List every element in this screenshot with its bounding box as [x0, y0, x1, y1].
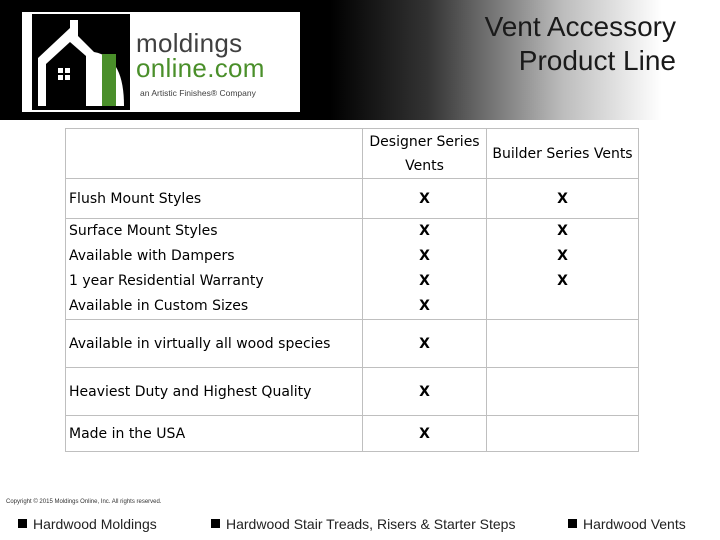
designer-mark: X [363, 320, 487, 368]
vent-comparison-table [65, 128, 639, 452]
logo-wordmark-suffix: .com [207, 53, 265, 83]
column-header-designer: Designer Series Vents [363, 129, 487, 179]
footer-link-stair-treads[interactable] [211, 516, 515, 532]
slide-title-line-1: Vent Accessory [484, 11, 676, 42]
feature-cell: Available in virtually all wood species [66, 320, 363, 368]
square-bullet-icon [18, 519, 27, 528]
footer-link-label: Hardwood Vents [583, 516, 686, 532]
logo-wordmark-bottom [136, 55, 265, 81]
mark-line [487, 294, 638, 319]
footer-link-hardwood-vents[interactable] [568, 516, 686, 532]
feature-cell: Made in the USA [66, 416, 363, 452]
mark-line: X [557, 273, 568, 289]
copyright-notice: Copyright © 2015 Moldings Online, Inc. All rights reserved. [6, 499, 162, 505]
builder-mark [487, 416, 639, 452]
builder-mark [487, 320, 639, 368]
table-row [66, 416, 639, 452]
builder-mark [487, 219, 639, 320]
table-row [66, 368, 639, 416]
logo-wordmark-top: moldings [136, 28, 243, 58]
logo-wordmark-accent: online [136, 53, 208, 83]
feature-line: Available in Custom Sizes [69, 298, 249, 314]
footer-link-label: Hardwood Moldings [33, 516, 157, 532]
table-row [66, 219, 639, 320]
designer-mark: X [363, 416, 487, 452]
designer-mark: X [363, 179, 487, 219]
header-cell-feature [66, 129, 363, 179]
mark-line: X [557, 248, 568, 264]
brand-logo [22, 12, 300, 112]
mark-line: X [557, 223, 568, 239]
feature-cell: Heaviest Duty and Highest Quality [66, 368, 363, 416]
feature-line: Available with Dampers [69, 248, 235, 264]
designer-mark [363, 219, 487, 320]
feature-line: 1 year Residential Warranty [69, 273, 264, 289]
builder-mark [487, 368, 639, 416]
footer-link-hardwood-moldings[interactable] [18, 516, 157, 532]
house-logo-icon [32, 14, 130, 110]
column-header-builder: Builder Series Vents [487, 129, 639, 179]
feature-cell [66, 219, 363, 320]
designer-mark: X [363, 368, 487, 416]
square-bullet-icon [211, 519, 220, 528]
slide-title [346, 10, 676, 78]
mark-line: X [419, 223, 430, 239]
footer-link-label: Hardwood Stair Treads, Risers & Starter Steps [226, 516, 516, 532]
mark-line: X [419, 298, 430, 314]
table-header-row [66, 129, 639, 179]
feature-line: Surface Mount Styles [69, 223, 218, 239]
table-row [66, 320, 639, 368]
builder-mark: X [487, 179, 639, 219]
table-row [66, 179, 639, 219]
logo-tagline: an Artistic Finishes® Company [140, 88, 256, 98]
mark-line: X [419, 248, 430, 264]
slide-title-line-2: Product Line [518, 45, 676, 76]
feature-cell: Flush Mount Styles [66, 179, 363, 219]
square-bullet-icon [568, 519, 577, 528]
mark-line: X [419, 273, 430, 289]
